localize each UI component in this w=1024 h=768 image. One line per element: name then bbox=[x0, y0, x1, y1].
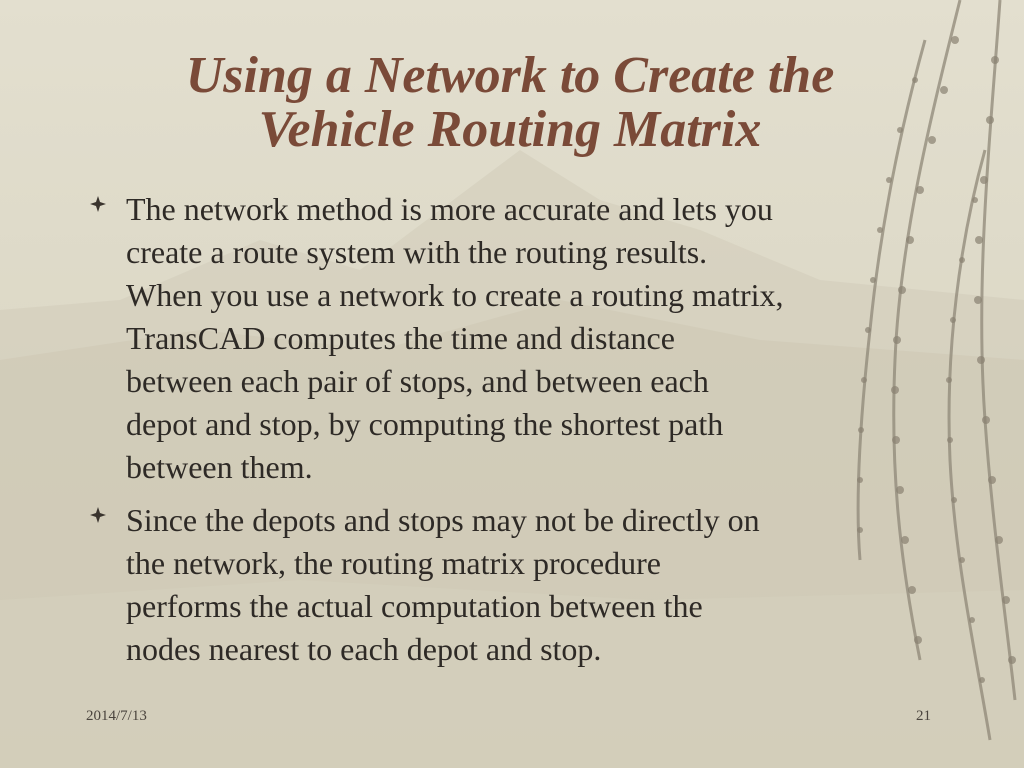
bullet-diamond-icon bbox=[90, 507, 106, 523]
bullet-text-line: nodes nearest to each depot and stop. bbox=[126, 631, 602, 667]
bullet-text-line: depot and stop, by computing the shortest path bbox=[126, 406, 724, 442]
bullet-text-line: Since the depots and stops may not be directly on bbox=[126, 502, 760, 538]
bullet-text-line: TransCAD computes the time and distance bbox=[126, 320, 675, 356]
slide-title-line: Using a Network to Create the bbox=[185, 46, 835, 104]
bullet-list bbox=[84, 188, 964, 681]
bullet-item bbox=[84, 499, 964, 671]
bullet-diamond-icon bbox=[90, 196, 106, 212]
bullet-text-line: create a route system with the routing results. bbox=[126, 234, 708, 270]
bullet-text-line: performs the actual computation between the bbox=[126, 588, 703, 624]
bullet-text-line: between them. bbox=[126, 449, 313, 485]
bullet-text-line: The network method is more accurate and lets you bbox=[126, 191, 773, 227]
bullet-item bbox=[84, 188, 964, 489]
bullet-text-line: the network, the routing matrix procedure bbox=[126, 545, 661, 581]
slide-title-line: Vehicle Routing Matrix bbox=[258, 100, 762, 158]
footer-date: 2014/7/13 bbox=[86, 708, 147, 724]
bullet-text-line: between each pair of stops, and between each bbox=[126, 363, 709, 399]
bullet-text-line: When you use a network to create a routing matrix, bbox=[126, 277, 784, 313]
slide-title bbox=[60, 46, 960, 158]
slide-number: 21 bbox=[916, 708, 931, 724]
